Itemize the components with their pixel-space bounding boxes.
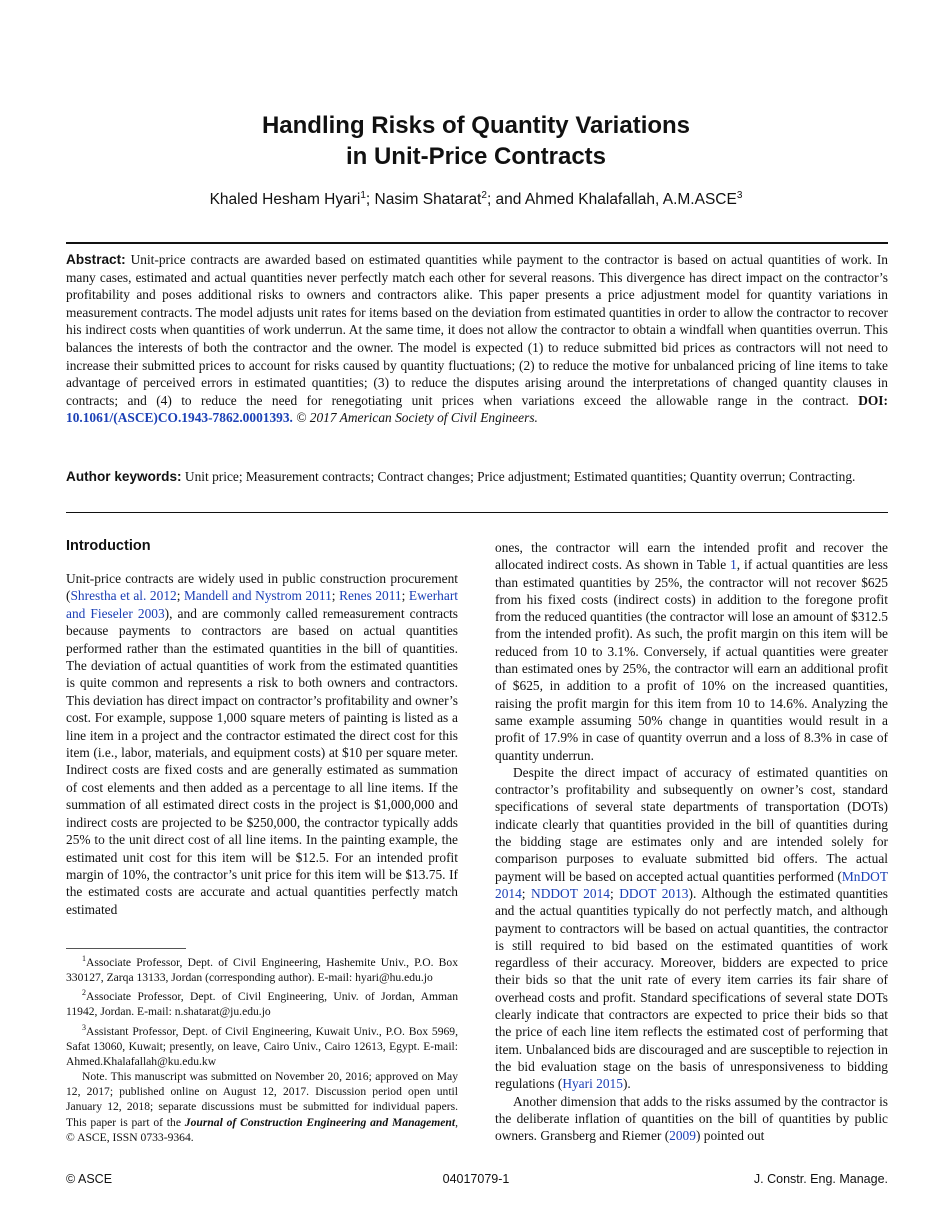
author-affiliation-mark: 2 bbox=[481, 190, 487, 201]
body-text: ones, the contractor will earn the intended profit and recover the allocated indirect costs. As shown in Table bbox=[495, 540, 888, 573]
footnote-text: Associate Professor, Dept. of Civil Engineering, Hashemite Univ., P.O. Box 330127, Zarqa 13133, Jordan (corresponding author). E-mail: hyari@hu.edu.jo bbox=[66, 955, 458, 985]
footer-page-id: 04017079-1 bbox=[442, 1172, 510, 1186]
footnote-text: Assistant Professor, Dept. of Civil Engineering, Kuwait Univ., P.O. Box 5969, Safat 13060, Kuwait; presently, on leave, Cairo Univ., Cairo 12613, Egypt. E-mail: Ahmed.Khalafallah@ku.edu.kw bbox=[66, 1024, 458, 1068]
body-text: Another dimension that adds to the risks assumed by the contractor is the deliberate inflation of quantities on the bill of quantities by public owners. Gransberg and Riemer ( bbox=[495, 1093, 888, 1144]
intro-paragraph-4 bbox=[495, 1093, 888, 1145]
abstract-top-rule bbox=[66, 242, 888, 244]
intro-paragraph-2 bbox=[495, 539, 888, 764]
keywords-bottom-rule bbox=[66, 512, 888, 513]
keywords-text: Unit price; Measurement contracts; Contract changes; Price adjustment; Estimated quantities; Quantity overrun; Contracting. bbox=[184, 469, 856, 484]
author-name: Ahmed Khalafallah, A.M.ASCE bbox=[524, 191, 737, 209]
abstract-text: Unit-price contracts are awarded based on estimated quantities while payment to the contractor is based on actual quantities of work. In many cases, estimated and actual quantities never perfectly match each other for several reasons. This divergence has direct impact on the contractor’s profitability and poses additional risks to owners and contractors alike. This paper presents a price adjustment model for quantity variations in measurement contracts. The model adjusts unit rates for items based on the deviation from estimated quantities in order to allow the contractor to recover his indirect costs when quantities of work underrun. At the same time, it does not allow the contractor to obtain a windfall when quantities overrun. This balances the interests of both the contractor and the owner. The model is expected (1) to reduce submitted bid prices as contractors will not need to increase their submitted prices to account for risks caused by quantity fluctuations; (2) to reduce the motive for unbalanced pricing of line items to take advantage of perceived errors in estimated quantities; (3) to reduce the disputes arising around the interpretations of changed quantity clauses in contracts; and (4) to reduce the need for renegotiating unit prices when variations exceed the allowable range in the contract. bbox=[66, 252, 888, 408]
citation-link[interactable]: NDDOT 2014 bbox=[531, 885, 610, 901]
footnote-text: Associate Professor, Dept. of Civil Engineering, Univ. of Jordan, Amman 11942, Jordan. E-mail: n.shatarat@ju.edu.jo bbox=[66, 990, 458, 1019]
journal-name: Journal of Construction Engineering and Management bbox=[184, 1115, 456, 1129]
author-list bbox=[0, 190, 952, 209]
body-text: ). bbox=[622, 1076, 631, 1092]
footnote-2 bbox=[66, 985, 458, 1019]
author-keywords bbox=[66, 468, 888, 486]
author-name: Khaled Hesham Hyari bbox=[209, 191, 361, 209]
right-column bbox=[495, 539, 888, 1144]
citation-link[interactable]: Mandell and Nystrom 2011 bbox=[184, 588, 332, 604]
author-name: Nasim Shatarat bbox=[374, 191, 482, 209]
submission-note bbox=[66, 1069, 458, 1145]
footnote-3 bbox=[66, 1020, 458, 1069]
author-affiliation-mark: 3 bbox=[736, 190, 743, 201]
title-line-1: Handling Risks of Quantity Variations bbox=[261, 112, 691, 139]
footnote-mark: 1 bbox=[82, 954, 86, 963]
author-separator: ; bbox=[365, 191, 375, 209]
footnote-mark: 3 bbox=[82, 1022, 86, 1032]
citation-separator: ; bbox=[176, 588, 184, 604]
footer-publisher: © ASCE bbox=[66, 1172, 113, 1186]
citation-separator: ; bbox=[521, 885, 532, 901]
note-text: , © ASCE, ISSN 0733-9364. bbox=[66, 1115, 459, 1144]
paper-title bbox=[0, 110, 952, 172]
citation-link[interactable]: Ewerhart and Fieseler 2003 bbox=[66, 588, 458, 621]
note-text: Note. This manuscript was submitted on November 20, 2016; approved on May 12, 2017; published online on August 12, 2017. Discussion period open until January 12, 2018; separate discussions must be submitted for individual papers. This paper is part of the bbox=[66, 1070, 458, 1129]
doi-link[interactable]: 10.1061/(ASCE)CO.1943-7862.0001393. bbox=[66, 410, 293, 426]
section-heading-introduction: Introduction bbox=[66, 538, 151, 554]
citation-link[interactable]: Renes 2011 bbox=[339, 588, 402, 604]
citation-link[interactable]: 2009 bbox=[669, 1128, 696, 1144]
body-text: ) pointed out bbox=[695, 1128, 765, 1144]
body-text: Despite the direct impact of accuracy of estimated quantities on contractor’s profitability and subsequently on owner’s cost, standard specifications of several state departments of transportation (DOTs) indicate clearly that quantities provided in the bill of quantities during the bidding stage are estimates only and are intended solely for comparison purposes to evaluate submitted bid offers. The actual payment will be based on accepted actual quantities performed ( bbox=[495, 764, 888, 884]
footnote-1 bbox=[66, 951, 458, 985]
title-line-2: in Unit-Price Contracts bbox=[345, 143, 607, 170]
intro-paragraph-1 bbox=[66, 570, 458, 918]
intro-paragraph-3 bbox=[495, 764, 888, 1093]
citation-link[interactable]: DDOT 2013 bbox=[619, 885, 689, 901]
keywords-label: Author keywords: bbox=[66, 469, 182, 484]
abstract-label: Abstract: bbox=[66, 252, 126, 267]
abstract bbox=[66, 251, 888, 427]
table-reference-link[interactable]: 1 bbox=[730, 557, 737, 573]
citation-separator: ; bbox=[331, 588, 340, 604]
doi-label: DOI: bbox=[858, 392, 888, 408]
citation-link[interactable]: Hyari 2015 bbox=[562, 1076, 623, 1092]
body-text: , if actual quantities are less than estimated quantities by 25%, the contractor will not recover $625 from his fixed costs (indirect costs) in addition to the foregone profit from the reduced quantities (the contractor will lose an amount of $312.5 from the intended profit). As such, the profit margin on this item will be reduced from 10 to 3.1%. Conversely, if actual quantities were greater than estimated ones by 25%, the contractor will earn an additional profit of $625, in addition to a profit of 10% on the increased quantities, raising the profit margin for this item from 10 to 14.6%. Analyzing the same example assuming 50% change in quantities would result in a profit of 17.9% in case of quantity overrun and a loss of 8.3% in case of quantity underrun. bbox=[495, 557, 888, 763]
citation-separator: ; bbox=[609, 885, 620, 901]
body-text: ). Although the estimated quantities and the actual quantities typically do not perfectly match, and although payment to contractors will be based on actual quantities, the contractor is still required to bid based on the estimated quantities of work regardless of their accuracy. Moreover, bidders are expected to price their bids so that the unit rate of every item carries its fair share of overhead costs and profit. Standard specifications of several state DOTs clearly indicate that contractors are expected to price their bids so that the price of each line item reflects the estimated cost of performing that item. Unbalanced bids are discouraged and are susceptible to rejection in the bid evaluation stage on the basis of unresponsiveness to bidding regulations ( bbox=[495, 885, 888, 1092]
footnotes bbox=[66, 951, 458, 1145]
citation-separator: ; bbox=[401, 588, 409, 604]
body-text: ), and are commonly called remeasurement contracts because payments to contractors are based on actual quantities performed rather than the estimated quantities in the bill of quantities. The deviation of actual quantities of work from the estimated quantities is quite common and represents a risk to both owners and contractors. This deviation has direct impact on contractor’s profitability and owner’s cost. For example, suppose 1,000 square meters of painting is listed as a line item in a project and the contractor estimated the direct cost for this item (i.e., labor, materials, and equipment costs) at $10 per square meter. Indirect costs are fixed costs and are generally estimated as summation of cost elements and then added as a percentage to all line items. If the summation of all estimated direct costs in the project is $1,000,000 and indirect costs are projected to be $250,000, the contractor typically adds 25% to the unit direct cost of all line items. In the painting example, the estimated unit cost for this item will be $12.5. For an intended profit margin of 10%, the contractor’s unit price for this item will be $13.75. If the estimated costs are accurate and actual quantities perfectly match estimated bbox=[66, 605, 459, 917]
footer-journal-abbrev: J. Constr. Eng. Manage. bbox=[753, 1172, 888, 1186]
citation-link[interactable]: MnDOT 2014 bbox=[495, 868, 888, 901]
copyright-notice: © 2017 American Society of Civil Engineers. bbox=[296, 410, 538, 426]
body-text: Unit-price contracts are widely used in public construction procurement ( bbox=[66, 571, 458, 604]
footnote-mark: 2 bbox=[82, 988, 86, 998]
footnote-rule bbox=[66, 948, 186, 949]
author-affiliation-mark: 1 bbox=[360, 190, 366, 201]
author-separator: ; and bbox=[486, 191, 525, 209]
citation-link[interactable]: Shrestha et al. 2012 bbox=[70, 588, 177, 604]
